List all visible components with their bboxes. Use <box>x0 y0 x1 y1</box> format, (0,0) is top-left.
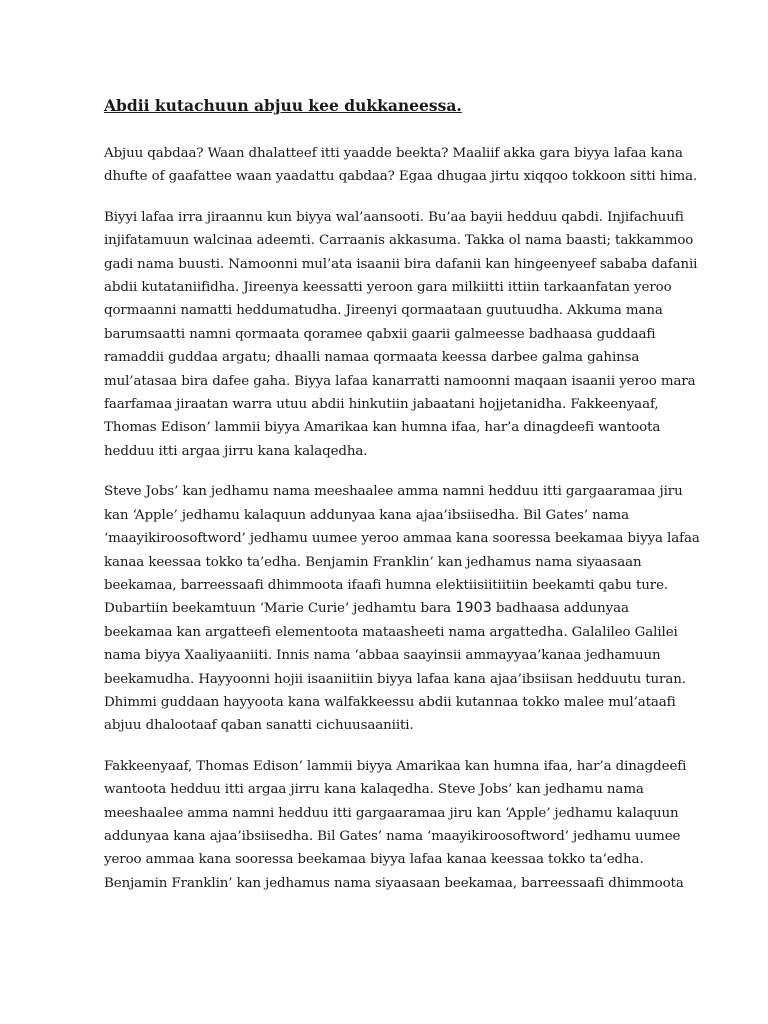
line-text: Abjuu qabdaa? Waan dhalatteef itti yaadde beekta? Maaliif akka gara biyya lafaa kana <box>104 146 683 161</box>
line-text: beekamaa, barreessaafi dhimmoota ifaafi humna elektiisiitiitiin beekamti qabu ture. <box>104 577 669 593</box>
line-text: ‘maayikiroosoftword’ jedhamu uumee yeroo ammaa kana sooressa beekamaa biyya lafaa <box>104 531 700 547</box>
text-line <box>104 416 664 439</box>
text-line <box>104 527 700 550</box>
line-text: Dhimmi guddaan hayyoota kana walfakkeessu abdii kutannaa tokko malee mul’ataafi <box>104 694 676 710</box>
document-body <box>104 96 700 912</box>
line-text: Steve Jobs’ kan jedhamu nama meeshaalee amma namni hedduu itti gargaaramaa jiru <box>104 484 683 500</box>
document-title: Abdii kutachuun abjuu kee dukkaneessa. <box>104 96 462 115</box>
line-text: ramaddii guddaa argatu; dhaalli namaa qormaata keessa darbee galma gahinsa <box>104 350 640 366</box>
text-line <box>104 714 664 737</box>
text-line <box>104 229 694 252</box>
text-line <box>104 574 669 597</box>
line-text: mul’atasaa bira dafee gaha. Biyya lafaa kanarratti namoonni maqaan isaanii yeroo mara <box>104 373 696 389</box>
line-text: badhaasa addunyaa <box>491 601 629 617</box>
line-text: abjuu dhalootaaf qaban sanatti cichuusaaniiti. <box>104 718 414 734</box>
text-line <box>104 848 664 871</box>
text-line <box>104 621 678 644</box>
text-line <box>104 323 664 346</box>
text-line <box>104 755 687 778</box>
text-line <box>104 346 664 369</box>
line-text: beekamudha. Hayyoonni hojii isaaniitiin biyya lafaa kana ajaa’ibsiisan hedduutu turan. <box>104 671 686 687</box>
text-line <box>104 299 664 322</box>
line-text: dhufte of gaafattee waan yaadattu qabdaa? Egaa dhugaa jirtu xiqqoo tokkoon sitti hima. <box>104 169 698 185</box>
text-line <box>104 142 683 165</box>
line-text: kan ‘Apple’ jedhamu kalaquun addunyaa kana ajaa’ibsiisedha. Bil Gates’ nama <box>104 507 630 523</box>
line-text: meeshaalee amma namni hedduu itti gargaaramaa jiru kan ‘Apple’ jedhamu kalaquun <box>104 805 679 821</box>
line-text: yeroo ammaa kana sooressa beekamaa biyya lafaa kanaa keessaa tokko ta’edha. <box>104 852 644 868</box>
text-line <box>104 370 696 393</box>
paragraphs-container <box>104 142 700 895</box>
line-text: beekamaa kan argatteefi elementoota mataasheeti nama argattedha. Galalileo Galilei <box>104 624 678 640</box>
text-line <box>104 165 698 188</box>
text-line <box>104 440 664 463</box>
line-text: abdii kutataniifidha. Jireenya keessatti yeroon gara milkiitti ittiin tarkaanfatan yeroo <box>104 280 672 296</box>
text-line <box>104 778 664 801</box>
line-text: qormaanni namatti heddumatudha. Jireenyi qormaataan guutuudha. Akkuma mana <box>104 303 663 319</box>
line-text: faarfamaa jiraatan warra utuu abdii hinkutiin jabaatani hojjetanidha. Fakkeenyaaf, <box>104 397 659 413</box>
text-line <box>104 480 683 503</box>
text-line <box>104 872 684 895</box>
line-text: Benjamin Franklin’ kan jedhamus nama siyaasaan beekamaa, barreessaafi dhimmoota <box>104 875 684 891</box>
line-text: addunyaa kana ajaa’ibsiisedha. Bil Gates’ nama ‘maayikiroosoftword’ jedhamu uumee <box>104 828 681 844</box>
text-line <box>104 644 664 667</box>
line-text: gadi nama buusti. Namoonni mul’ata isaanii bira dafanii kan hingeenyeef sababa dafanii <box>104 256 698 272</box>
text-line <box>104 206 684 229</box>
paragraph-2 <box>104 206 698 463</box>
paragraph-4 <box>104 755 687 895</box>
line-text: wantoota hedduu itti argaa jirru kana kalaqedha. Steve Jobs’ kan jedhamu nama <box>104 782 644 798</box>
text-line <box>104 504 664 527</box>
text-line <box>104 691 676 714</box>
text-line <box>104 393 664 416</box>
line-text: kanaa keessaa tokko ta’edha. Benjamin Franklin’ kan jedhamus nama siyaasaan <box>104 554 642 570</box>
paragraph-3 <box>104 480 700 737</box>
line-text: injifatamuun walcinaa adeemti. Carraanis akkasuma. Takka ol nama baasti; takkammoo <box>104 233 694 249</box>
line-text: barumsaatti namni qormaata qoramee qabxii gaarii galmeesse badhaasa guddaafi <box>104 326 656 342</box>
line-text: Fakkeenyaaf, Thomas Edison’ lammii biyya Amarikaa kan humna ifaa, har’a dinagdeefi <box>104 758 687 774</box>
line-text: nama biyya Xaaliyaaniiti. Innis nama ‘abbaa saayinsii ammayyaa’kanaa jedhamuun <box>104 648 661 664</box>
year-text: 1903 <box>455 600 492 617</box>
line-text: Biyyi lafaa irra jiraannu kun biyya wal’aansooti. Bu’aa bayii hedduu qabdi. Injifachuufi <box>104 209 684 225</box>
line-text: hedduu itti argaa jirru kana kalaqedha. <box>104 443 368 459</box>
text-line <box>104 802 679 825</box>
text-line <box>104 668 686 691</box>
text-line <box>104 253 698 276</box>
line-text: Dubartiin beekamtuun ‘Marie Curie’ jedhamtu bara <box>104 601 456 617</box>
text-line <box>104 597 664 620</box>
text-line <box>104 276 672 299</box>
line-text: Thomas Edison’ lammii biyya Amarikaa kan humna ifaa, har’a dinagdeefi wantoota <box>104 420 661 436</box>
text-line <box>104 825 681 848</box>
text-line <box>104 551 664 574</box>
paragraph-1 <box>104 142 698 189</box>
